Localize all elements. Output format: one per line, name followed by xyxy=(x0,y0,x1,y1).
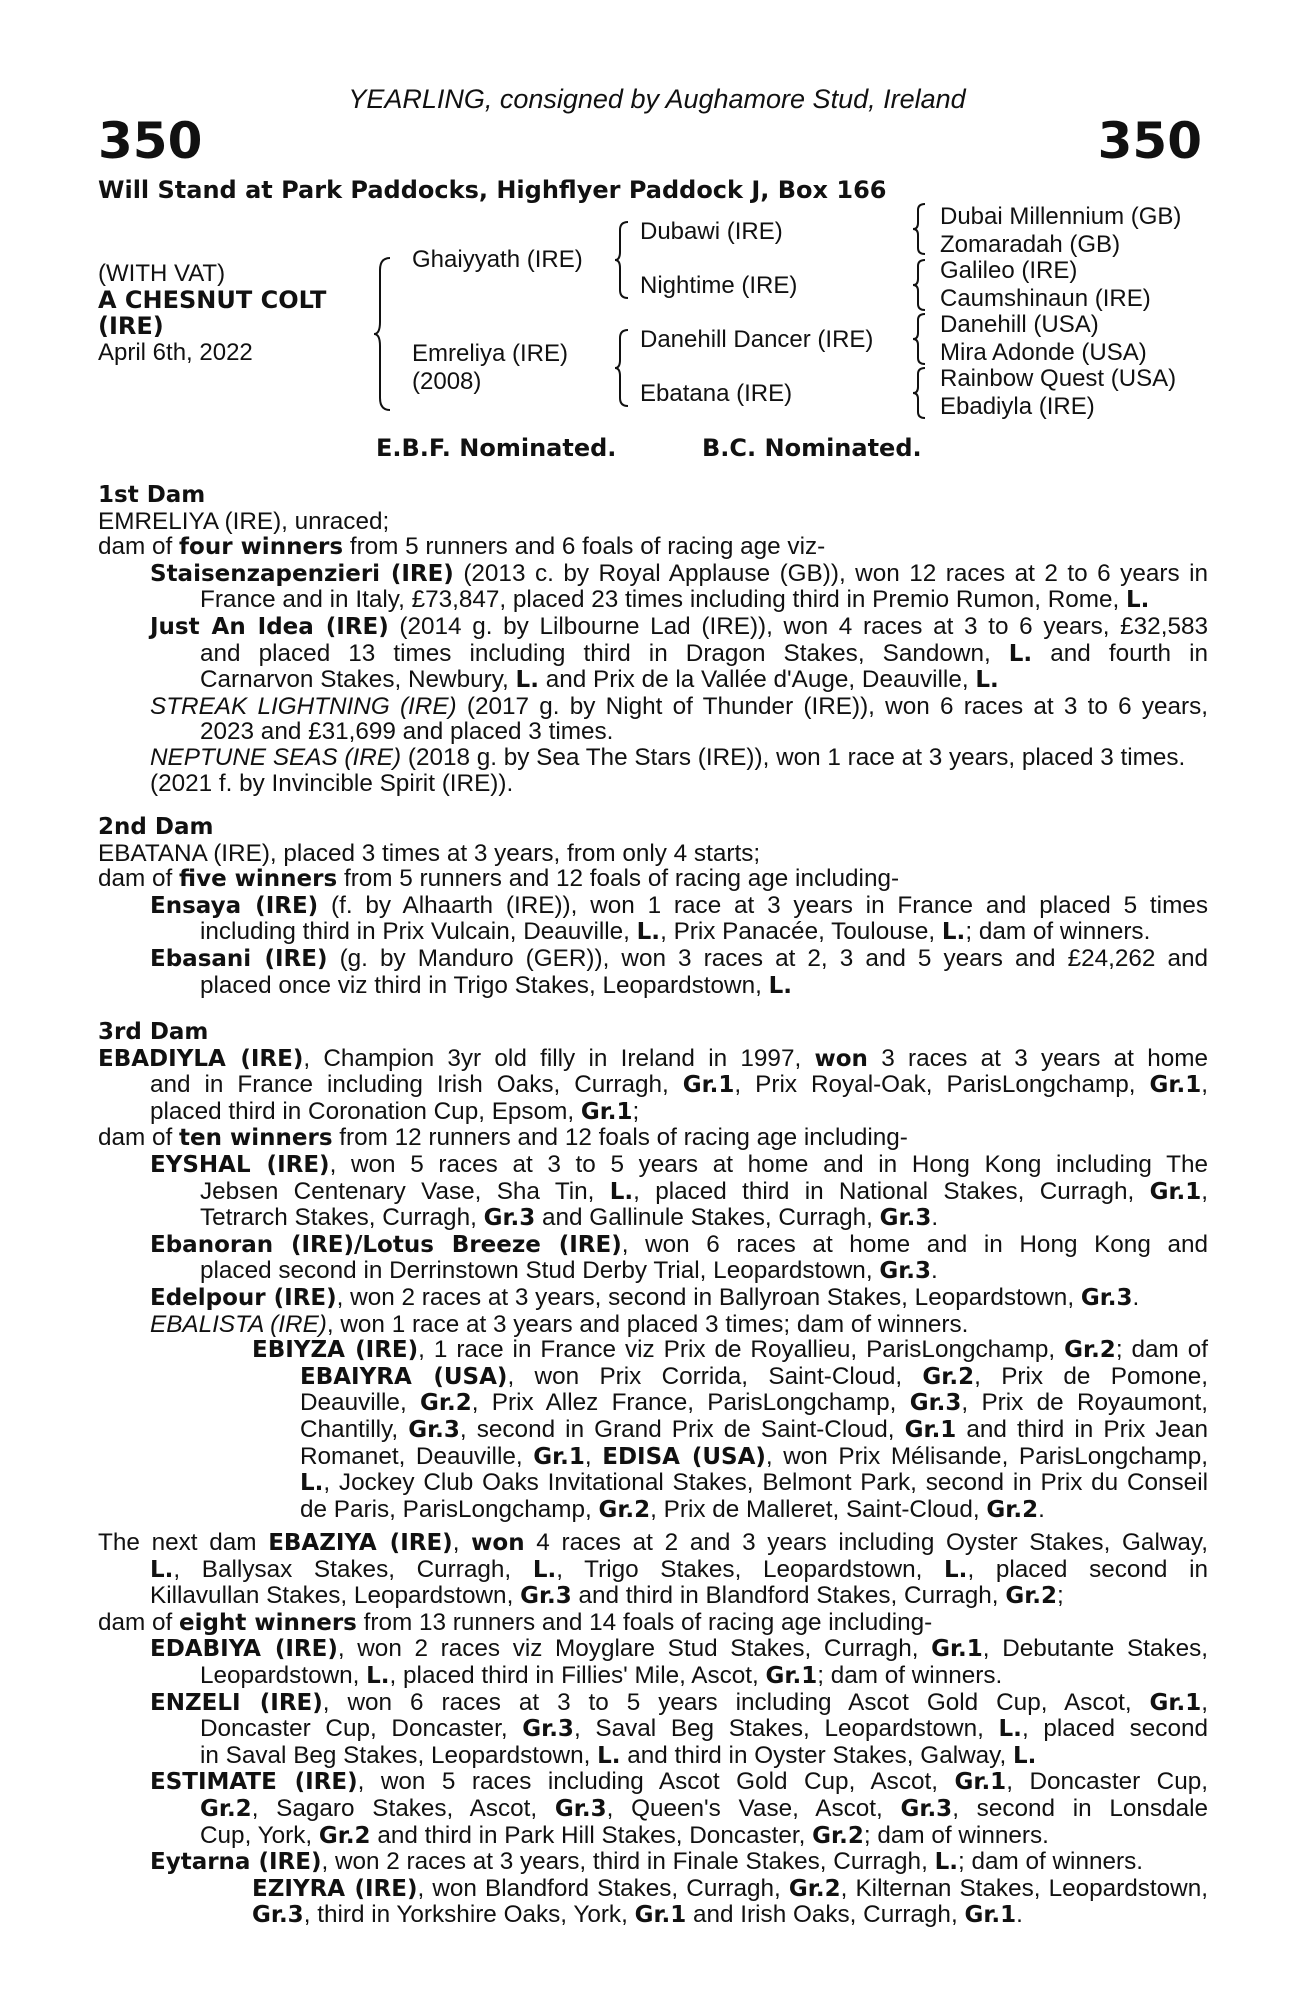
bold-text: L. xyxy=(941,919,966,946)
text-run: dam of xyxy=(98,865,180,893)
text-run: . xyxy=(1132,1283,1140,1311)
text-line xyxy=(98,1152,1208,1179)
text-run: and in France including Irish Oaks, Curragh, xyxy=(150,1071,683,1099)
text-run: EBATANA (IRE), placed 3 times at 3 years, from only 4 starts; xyxy=(98,839,761,867)
text-run: ; dam of winners. xyxy=(863,1821,1049,1849)
text-run: , Ballysax Stakes, Curragh, xyxy=(173,1555,533,1583)
text-run: , placed third in National Stakes, Curragh, xyxy=(633,1177,1150,1205)
bold-text: L. xyxy=(768,972,792,999)
text-run: , xyxy=(1201,1177,1209,1205)
text-run: (2018 g. by Sea The Stars (IRE)), won 1 race at 3 years, placed 3 times. xyxy=(401,743,1186,771)
ddd: Ebadiyla (IRE) xyxy=(940,393,1095,420)
text-line xyxy=(98,1743,1208,1770)
text-line xyxy=(98,866,1208,893)
text-run: , Trigo Stakes, Leopardstown, xyxy=(556,1555,945,1583)
text-run: Leopardstown, xyxy=(200,1661,367,1689)
text-run: Chantilly, xyxy=(300,1415,409,1443)
bold-text: Gr.3 xyxy=(408,1416,460,1443)
foaling-date: April 6th, 2022 xyxy=(98,339,253,366)
text-run: ; dam of winners. xyxy=(957,1848,1143,1876)
bold-text: Gr.2 xyxy=(1005,1583,1057,1610)
text-run: . xyxy=(1016,1901,1023,1929)
text-run: Carnarvon Stakes, Newbury, xyxy=(200,666,516,694)
vat-note: (WITH VAT) xyxy=(98,260,226,287)
text-run: and placed 13 times including third in Dragon Stakes, Sandown, xyxy=(200,639,1009,667)
text-line xyxy=(98,973,1208,1000)
text-run: , Prix de Royaumont, xyxy=(961,1389,1208,1417)
text-run: . xyxy=(931,1204,939,1232)
bold-text: Gr.1 xyxy=(931,1636,983,1663)
dss: Danehill (USA) xyxy=(940,311,1099,338)
text-run: , Prix Panacée, Toulouse, xyxy=(660,918,942,946)
text-line xyxy=(98,1849,1208,1876)
bold-text: Gr.2 xyxy=(598,1496,651,1523)
section-body xyxy=(98,509,1208,797)
text-run: , Sagaro Stakes, Ascot, xyxy=(251,1794,555,1822)
text-run: , won Blandford Stakes, Curragh, xyxy=(417,1874,789,1902)
second-dam-section xyxy=(98,815,1208,999)
text-run: Deauville, xyxy=(300,1389,421,1417)
text-line xyxy=(98,1636,1208,1663)
text-run: Romanet, Deauville, xyxy=(300,1442,534,1470)
text-line xyxy=(98,1258,1208,1285)
text-line xyxy=(98,667,1208,694)
bold-text: L. xyxy=(1126,587,1150,614)
bc-nominated: B.C. Nominated. xyxy=(702,434,922,462)
text-line xyxy=(98,1364,1208,1391)
section-heading: 2nd Dam xyxy=(98,814,214,840)
section-body xyxy=(98,841,1208,1000)
bold-text: Gr.1 xyxy=(1149,1178,1202,1205)
bold-text: L. xyxy=(934,1849,958,1876)
bold-text: Gr.2 xyxy=(986,1496,1039,1523)
sss: Dubai Millennium (GB) xyxy=(940,203,1182,230)
text-run: including third in Prix Vulcain, Deauville, xyxy=(200,918,637,946)
text-run: ; xyxy=(632,1097,640,1125)
text-run: and third in Blandford Stakes, Curragh, xyxy=(571,1582,1006,1610)
bold-text: EBAZIYA (IRE) xyxy=(268,1530,453,1556)
text-run: . xyxy=(1038,1495,1045,1523)
text-run: from 5 runners and 6 foals of racing age viz- xyxy=(343,533,826,561)
text-line xyxy=(98,1417,1208,1444)
sdd: Caumshinaun (IRE) xyxy=(940,285,1151,312)
text-line xyxy=(98,614,1208,641)
bold-text: Gr.3 xyxy=(909,1390,962,1417)
text-run: , placed third in Fillies' Mile, Ascot, xyxy=(389,1661,766,1689)
text-line xyxy=(98,1690,1208,1717)
dsd: Mira Adonde (USA) xyxy=(940,339,1147,366)
text-line xyxy=(98,1769,1208,1796)
bold-text: Gr.3 xyxy=(900,1795,953,1822)
bold-text: Gr.1 xyxy=(634,1902,687,1929)
text-line xyxy=(98,893,1208,920)
section-body xyxy=(98,1530,1208,1929)
bold-text: Ensaya (IRE) xyxy=(150,892,319,919)
dam-name: Emreliya (IRE) xyxy=(412,340,569,367)
text-run: from 5 runners and 12 foals of racing age including- xyxy=(337,865,900,893)
bold-text: EBAIYRA (USA) xyxy=(300,1363,508,1390)
text-run: ; dam of winners. xyxy=(817,1661,1003,1689)
bold-text: Gr.1 xyxy=(964,1902,1017,1929)
first-dam-section xyxy=(98,483,1208,796)
bold-text: L. xyxy=(366,1662,390,1689)
text-line xyxy=(98,1823,1208,1850)
bold-text: L. xyxy=(597,1742,621,1769)
bold-text: Gr.3 xyxy=(483,1205,536,1232)
bold-text: L. xyxy=(944,1556,968,1583)
text-run: , won 2 races at 3 years, second in Ballyroan Stakes, Leopardstown, xyxy=(336,1283,1081,1311)
text-run: (f. by Alhaarth (IRE)), won 1 race at 3 years in France and placed 5 times xyxy=(318,891,1208,919)
bold-text: ESTIMATE (IRE) xyxy=(150,1769,358,1796)
bold-text: L. xyxy=(515,667,539,694)
bold-text: Gr.3 xyxy=(522,1716,574,1743)
brace-icon xyxy=(614,220,632,300)
text-run: , 1 race in France viz Prix de Royallieu, ParisLongchamp, xyxy=(418,1336,1065,1364)
text-line xyxy=(98,1125,1208,1152)
text-line xyxy=(98,1530,1208,1557)
bold-text: L. xyxy=(609,1178,634,1205)
bold-text: L. xyxy=(532,1556,557,1583)
bold-text: Gr.2 xyxy=(420,1390,472,1417)
brace-icon xyxy=(912,366,928,420)
bold-text: Gr.2 xyxy=(788,1875,841,1902)
stand-location: Will Stand at Park Paddocks, Highflyer Paddock J, Box 166 xyxy=(98,176,887,204)
sire-sire: Dubawi (IRE) xyxy=(640,218,783,245)
dam-dam: Ebatana (IRE) xyxy=(640,380,793,407)
text-run: Cup, York, xyxy=(200,1821,319,1849)
lot-name-line2: (IRE) xyxy=(98,312,164,340)
brace-icon xyxy=(614,328,632,408)
ebf-nominated: E.B.F. Nominated. xyxy=(376,434,617,462)
text-run: and Gallinule Stakes, Curragh, xyxy=(535,1204,880,1232)
bold-text: Gr.3 xyxy=(879,1205,932,1232)
text-line xyxy=(98,1444,1208,1471)
text-line xyxy=(98,1072,1208,1099)
italic-text: EBALISTA (IRE) xyxy=(150,1310,327,1338)
text-run: , xyxy=(452,1529,472,1556)
text-line xyxy=(98,841,1208,867)
text-run: 2023 and £31,699 and placed 3 times. xyxy=(200,718,614,746)
bold-text: L. xyxy=(1008,640,1033,667)
bold-text: Gr.1 xyxy=(1149,1689,1202,1716)
text-run: and third in Park Hill Stakes, Doncaster, xyxy=(370,1821,813,1849)
bold-text: eight winners xyxy=(179,1609,357,1636)
bold-text: EBIYZA (IRE) xyxy=(252,1337,419,1364)
text-run: , xyxy=(1201,1688,1208,1716)
text-line xyxy=(98,1583,1208,1610)
text-run: , third in Yorkshire Oaks, York, xyxy=(303,1901,635,1929)
text-run: Tetrarch Stakes, Curragh, xyxy=(200,1204,484,1232)
text-line xyxy=(98,1205,1208,1232)
text-run: , Prix Royal-Oak, ParisLongchamp, xyxy=(734,1071,1150,1099)
text-run: Jebsen Centenary Vase, Sha Tin, xyxy=(200,1177,610,1205)
text-run: ; dam of winners. xyxy=(965,918,1151,946)
consignor-caption: YEARLING, consigned by Aughamore Stud, Ireland xyxy=(348,84,966,114)
bold-text: Gr.3 xyxy=(520,1583,572,1610)
text-run: ; dam of xyxy=(1115,1336,1209,1364)
bold-text: Gr.3 xyxy=(879,1258,932,1285)
text-run: , won Prix Mélisande, ParisLongchamp, xyxy=(765,1442,1208,1470)
text-run: 3 races at 3 years at home xyxy=(867,1044,1208,1072)
text-run: (2013 c. by Royal Applause (GB)), won 12 races at 2 to 6 years in xyxy=(453,559,1209,587)
text-run: , Jockey Club Oaks Invitational Stakes, Belmont Park, second in Prix du Conseil xyxy=(323,1469,1208,1497)
text-run: , Debutante Stakes, xyxy=(982,1635,1208,1663)
text-line xyxy=(98,1663,1208,1690)
text-run: , won 1 race at 3 years and placed 3 times; dam of winners. xyxy=(326,1310,969,1338)
text-run: dam of xyxy=(98,533,180,561)
bold-text: L. xyxy=(1013,1742,1037,1769)
text-run: , Champion 3yr old filly in Ireland in 1997, xyxy=(303,1044,815,1072)
bold-text: Eytarna (IRE) xyxy=(150,1849,322,1876)
bold-text: Gr.1 xyxy=(533,1443,585,1470)
text-line xyxy=(98,1497,1208,1524)
ssd: Zomaradah (GB) xyxy=(940,231,1121,258)
bold-text: ENZELI (IRE) xyxy=(150,1689,323,1716)
text-run: (2021 f. by Invincible Spirit (IRE)). xyxy=(150,769,514,797)
text-run: Killavullan Stakes, Leopardstown, xyxy=(150,1582,521,1610)
text-run: France and in Italy, £73,847, placed 23 times including third in Premio Rumon, Rome, xyxy=(200,586,1127,614)
text-line xyxy=(98,1179,1208,1206)
lot-number-right: 350 xyxy=(1097,112,1202,170)
text-run: and Irish Oaks, Curragh, xyxy=(686,1901,965,1929)
bold-text: EZIYRA (IRE) xyxy=(252,1875,418,1902)
bold-text: Gr.3 xyxy=(252,1902,304,1929)
text-run: , won 5 races at 3 to 5 years at home and in Hong Kong including The xyxy=(329,1150,1208,1178)
text-run: , Doncaster Cup, xyxy=(1006,1768,1208,1796)
text-run: de Paris, ParisLongchamp, xyxy=(300,1495,599,1523)
bold-text: won xyxy=(471,1530,525,1556)
text-run: from 12 runners and 12 foals of racing age including- xyxy=(332,1124,908,1152)
dds: Rainbow Quest (USA) xyxy=(940,365,1177,392)
bold-text: EDISA (USA) xyxy=(602,1443,766,1470)
text-line xyxy=(98,745,1208,771)
text-run: ; xyxy=(1057,1582,1064,1610)
bold-text: EYSHAL (IRE) xyxy=(150,1151,330,1178)
bold-text: Edelpour (IRE) xyxy=(150,1284,337,1311)
text-run: , xyxy=(584,1442,603,1470)
text-run: , second in Grand Prix de Saint-Cloud, xyxy=(459,1415,905,1443)
text-run: (2017 g. by Night of Thunder (IRE)), won 6 races at 3 to 6 years, xyxy=(456,692,1208,720)
text-line xyxy=(98,1390,1208,1417)
bold-text: five winners xyxy=(179,866,338,893)
text-line xyxy=(98,1876,1208,1903)
italic-text: NEPTUNE SEAS (IRE) xyxy=(150,743,402,771)
text-run: , Queen's Vase, Ascot, xyxy=(606,1794,901,1822)
bold-text: EBADIYLA (IRE) xyxy=(98,1045,304,1072)
section-heading: 3rd Dam xyxy=(98,1019,209,1045)
bold-text: L. xyxy=(636,919,661,946)
text-line xyxy=(98,1337,1208,1364)
bold-text: Gr.1 xyxy=(580,1098,633,1125)
text-run: , won 5 races including Ascot Gold Cup, Ascot, xyxy=(357,1768,955,1796)
lot-name-line1: A CHESNUT COLT xyxy=(98,286,327,314)
text-run: , placed second in xyxy=(967,1555,1209,1583)
italic-text: STREAK LIGHTNING (IRE) xyxy=(150,692,457,720)
bold-text: Gr.2 xyxy=(200,1795,252,1822)
bold-text: L. xyxy=(150,1556,174,1583)
sire-dam: Nightime (IRE) xyxy=(640,272,798,299)
bold-text: Gr.2 xyxy=(812,1822,864,1849)
text-line xyxy=(98,1610,1208,1637)
text-run: , won 2 races viz Moyglare Stud Stakes, Curragh, xyxy=(337,1635,932,1663)
text-line xyxy=(98,771,1208,797)
text-run: and third in Oyster Stakes, Galway, xyxy=(620,1741,1014,1769)
text-line xyxy=(98,694,1208,720)
text-run: placed once viz third in Trigo Stakes, Leopardstown, xyxy=(200,971,769,999)
text-run: placed second in Derrinstown Stud Derby Trial, Leopardstown, xyxy=(200,1257,880,1285)
bold-text: L. xyxy=(975,667,999,694)
text-line xyxy=(98,1716,1208,1743)
text-line xyxy=(98,1232,1208,1259)
text-run: , won Prix Corrida, Saint-Cloud, xyxy=(507,1362,923,1390)
text-run: , won 6 races at home and in Hong Kong and xyxy=(621,1230,1208,1258)
bold-text: L. xyxy=(998,1716,1022,1743)
sire-name: Ghaiyyath (IRE) xyxy=(412,246,583,273)
text-line xyxy=(98,919,1208,946)
text-run: , won 2 races at 3 years, third in Finale Stakes, Curragh, xyxy=(321,1848,935,1876)
text-run: 4 races at 2 and 3 years including Oyster Stakes, Galway, xyxy=(524,1529,1208,1556)
bold-text: four winners xyxy=(179,534,344,561)
text-run: . xyxy=(931,1257,938,1285)
text-run: and fourth in xyxy=(1032,639,1208,667)
bold-text: Staisenzapenzieri (IRE) xyxy=(150,560,454,587)
bold-text: EDABIYA (IRE) xyxy=(150,1636,338,1663)
dam-year: (2008) xyxy=(412,368,482,395)
text-run: , Prix de Malleret, Saint-Cloud, xyxy=(650,1495,987,1523)
brace-icon xyxy=(372,256,394,412)
bold-text: Gr.1 xyxy=(765,1662,818,1689)
text-run: , placed second xyxy=(1021,1715,1208,1743)
bold-text: Gr.1 xyxy=(682,1072,735,1099)
text-line xyxy=(98,1046,1208,1073)
bold-text: Gr.3 xyxy=(1080,1284,1133,1311)
text-line xyxy=(98,946,1208,973)
text-run: (2014 g. by Lilbourne Lad (IRE)), won 4 races at 3 to 6 years, £32,583 xyxy=(388,612,1208,640)
text-line xyxy=(98,1470,1208,1497)
text-run: placed third in Coronation Cup, Epsom, xyxy=(150,1097,581,1125)
text-line xyxy=(98,534,1208,561)
text-run: , Saval Beg Stakes, Leopardstown, xyxy=(573,1715,999,1743)
text-line xyxy=(98,1796,1208,1823)
bold-text: Gr.2 xyxy=(318,1822,371,1849)
text-run: (g. by Manduro (GER)), won 3 races at 2, 3 and 5 years and £24,262 and xyxy=(327,944,1208,972)
lot-number-left: 350 xyxy=(98,112,203,170)
text-line xyxy=(98,561,1208,588)
bold-text: Ebasani (IRE) xyxy=(150,945,328,972)
text-line xyxy=(98,1902,1208,1929)
text-run: and third in Prix Jean xyxy=(956,1415,1208,1443)
bold-text: Gr.1 xyxy=(954,1769,1007,1796)
text-line xyxy=(98,509,1208,535)
text-run: dam of xyxy=(98,1608,180,1636)
bold-text: won xyxy=(814,1045,868,1072)
text-run: from 13 runners and 14 foals of racing age including- xyxy=(356,1608,933,1636)
next-dam-section xyxy=(98,1530,1208,1929)
bold-text: L. xyxy=(300,1470,324,1497)
text-line xyxy=(98,1557,1208,1584)
text-run: , Prix de Pomone, xyxy=(974,1362,1208,1390)
text-line xyxy=(98,1099,1208,1126)
bold-text: Gr.2 xyxy=(1064,1337,1116,1364)
text-line xyxy=(98,719,1208,745)
bold-text: ten winners xyxy=(179,1125,333,1152)
text-run: Doncaster Cup, Doncaster, xyxy=(200,1715,523,1743)
section-body xyxy=(98,1046,1208,1524)
bold-text: Gr.3 xyxy=(554,1795,607,1822)
text-run: The next dam xyxy=(98,1529,269,1556)
section-heading: 1st Dam xyxy=(98,482,206,508)
text-run: in Saval Beg Stakes, Leopardstown, xyxy=(200,1741,598,1769)
text-line xyxy=(98,1285,1208,1312)
brace-icon xyxy=(912,312,928,366)
text-run: , Kilternan Stakes, Leopardstown, xyxy=(840,1874,1208,1902)
text-line xyxy=(98,1312,1208,1338)
text-line xyxy=(98,587,1208,614)
text-run: EMRELIYA (IRE), unraced; xyxy=(98,507,390,535)
text-run: dam of xyxy=(98,1124,180,1152)
bold-text: Gr.2 xyxy=(922,1363,975,1390)
dam-sire: Danehill Dancer (IRE) xyxy=(640,326,874,353)
sds: Galileo (IRE) xyxy=(940,257,1078,284)
third-dam-section xyxy=(98,1020,1208,1523)
text-run: , xyxy=(1201,1071,1208,1099)
text-run: and Prix de la Vallée d'Auge, Deauville, xyxy=(538,666,976,694)
bold-text: Gr.1 xyxy=(904,1416,957,1443)
text-run: , Prix Allez France, ParisLongchamp, xyxy=(471,1389,910,1417)
text-run: , second in Lonsdale xyxy=(952,1794,1208,1822)
bold-text: Just An Idea (IRE) xyxy=(150,613,389,640)
bold-text: Ebanoran (IRE)/Lotus Breeze (IRE) xyxy=(150,1231,622,1258)
bold-text: Gr.1 xyxy=(1149,1072,1202,1099)
text-line xyxy=(98,641,1208,668)
brace-icon xyxy=(912,258,928,312)
brace-icon xyxy=(912,202,928,256)
text-run: , won 6 races at 3 to 5 years including Ascot Gold Cup, Ascot, xyxy=(322,1688,1150,1716)
